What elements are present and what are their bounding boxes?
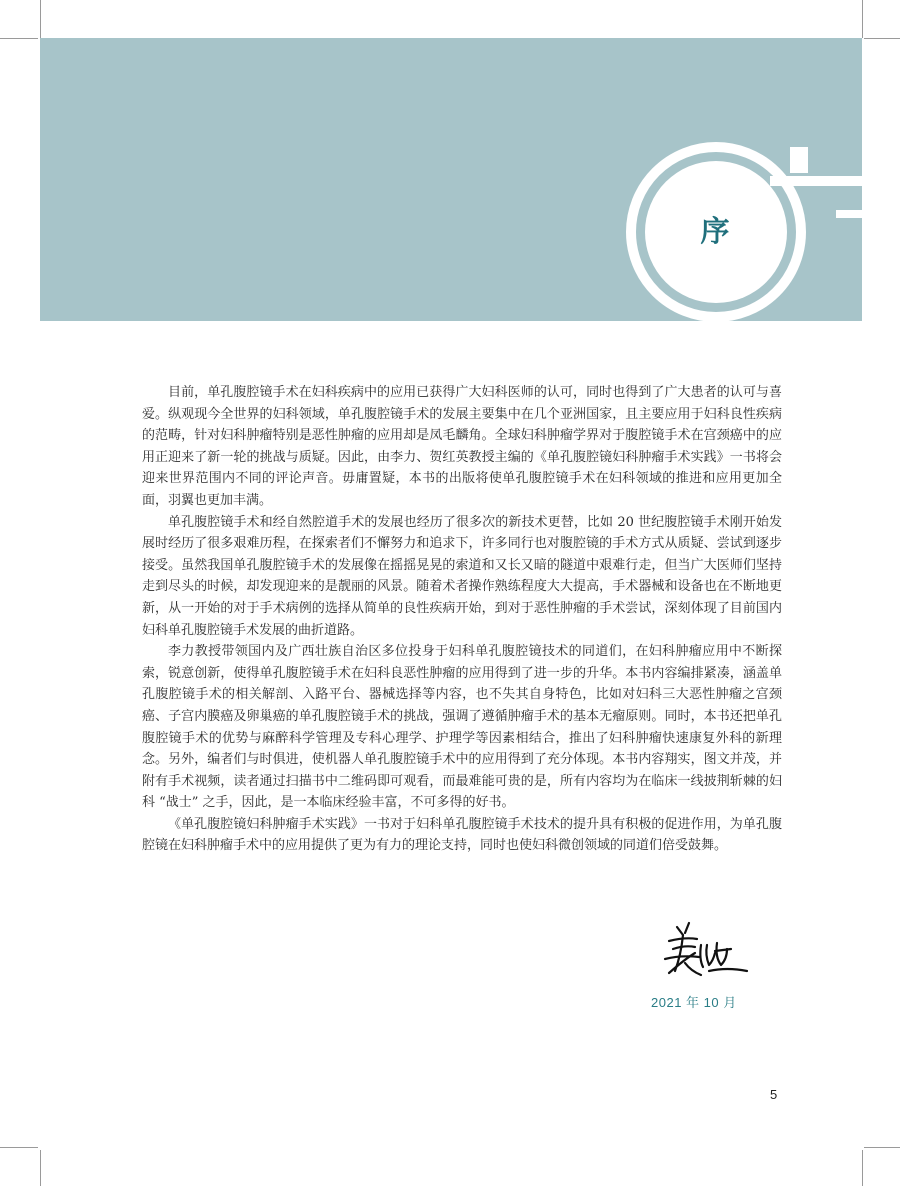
- paragraph: 《单孔腹腔镜妇科肿瘤手术实践》一书对于妇科单孔腹腔镜手术技术的提升具有积极的促进作用，为单孔腹腔镜在妇科肿瘤手术中的应用提供了更为有力的理论支持，同时也使妇科微创领域的同道们倍受鼓舞。: [142, 816, 782, 854]
- page-title: 序: [700, 214, 730, 248]
- paragraph: 李力教授带领国内及广西壮族自治区多位投身于妇科单孔腹腔镜技术的同道们，在妇科肿瘤应用中不断探索，锐意创新，使得单孔腹腔镜手术在妇科良恶性肿瘤的应用得到了进一步的升华。本书内容编排紧凑，涵盖单孔腹腔镜手术的相关解剖、入路平台、器械选择等内容，也不失其自身特色，比如对妇科三大恶性肿瘤之宫颈癌、子宫内膜癌及卵巢癌的单孔腹腔镜手术的挑战，强调了遵循肿瘤手术的基本无瘤原则。同时，本书还把单孔腹腔镜手术的优势与麻醉科学管理及专科心理学、护理学等因素相结合，推出了妇科肿瘤快速康复外科的新理念。另外，编者们与时俱进，使机器人单孔腹腔镜手术中的应用得到了充分体现。本书内容翔实，图文并茂，并附有手术视频，读者通过扫描书中二维码即可观看，而最难能可贵的是，所有内容均为在临床一线披荆斩棘的妇科 “战士” 之手，因此，是一本临床经验丰富，不可多得的好书。: [142, 644, 782, 811]
- header-circle-emblem: [0, 0, 900, 330]
- paragraph: 目前，单孔腹腔镜手术在妇科疾病中的应用已获得广大妇科医师的认可，同时也得到了广大患者的认可与喜爱。纵观现今全世界的妇科领域，单孔腹腔镜手术的发展主要集中在几个亚洲国家，且主要应用于妇科良性疾病的范畴，针对妇科肿瘤特别是恶性肿瘤的应用却是凤毛麟角。全球妇科肿瘤学界对于腹腔镜手术在宫颈癌中的应用正迎来了新一轮的挑战与质疑。因此，由李力、贺红英教授主编的《单孔腹腔镜妇科肿瘤手术实践》一书将会迎来世界范围内不同的评论声音。毋庸置疑，本书的出版将使单孔腹腔镜手术在妇科领域的推进和应用更加全面，羽翼也更加丰满。: [142, 385, 782, 508]
- handwritten-signature: [655, 915, 755, 985]
- preface-body: [142, 382, 782, 857]
- crop-mark: [864, 1147, 900, 1148]
- crop-mark: [40, 1150, 41, 1186]
- paragraph: 单孔腹腔镜手术和经自然腔道手术的发展也经历了很多次的新技术更替，比如 20 世纪腹腔镜手术刚开始发展时经历了很多艰难历程，在探索者们不懈努力和追求下，许多同行也对腹腔镜的手术方式从质疑、尝试到逐步接受。虽然我国单孔腹腔镜手术的发展像在摇摇晃晃的索道和又长又暗的隧道中艰难行走，但当广大医师们坚持走到尽头的时候，却发现迎来的是靓丽的风景。随着术者操作熟练程度大大提高，手术器械和设备也在不断地更新，从一开始的对于手术病例的选择从简单的良性疾病开始，到对于恶性肿瘤的手术尝试，深刻体现了目前国内妇科单孔腹腔镜手术发展的曲折道路。: [142, 514, 782, 638]
- date: 2021 年 10 月: [651, 995, 737, 1010]
- page-number: 5: [770, 1087, 778, 1102]
- crop-mark: [0, 1147, 38, 1148]
- crop-mark: [862, 1150, 863, 1186]
